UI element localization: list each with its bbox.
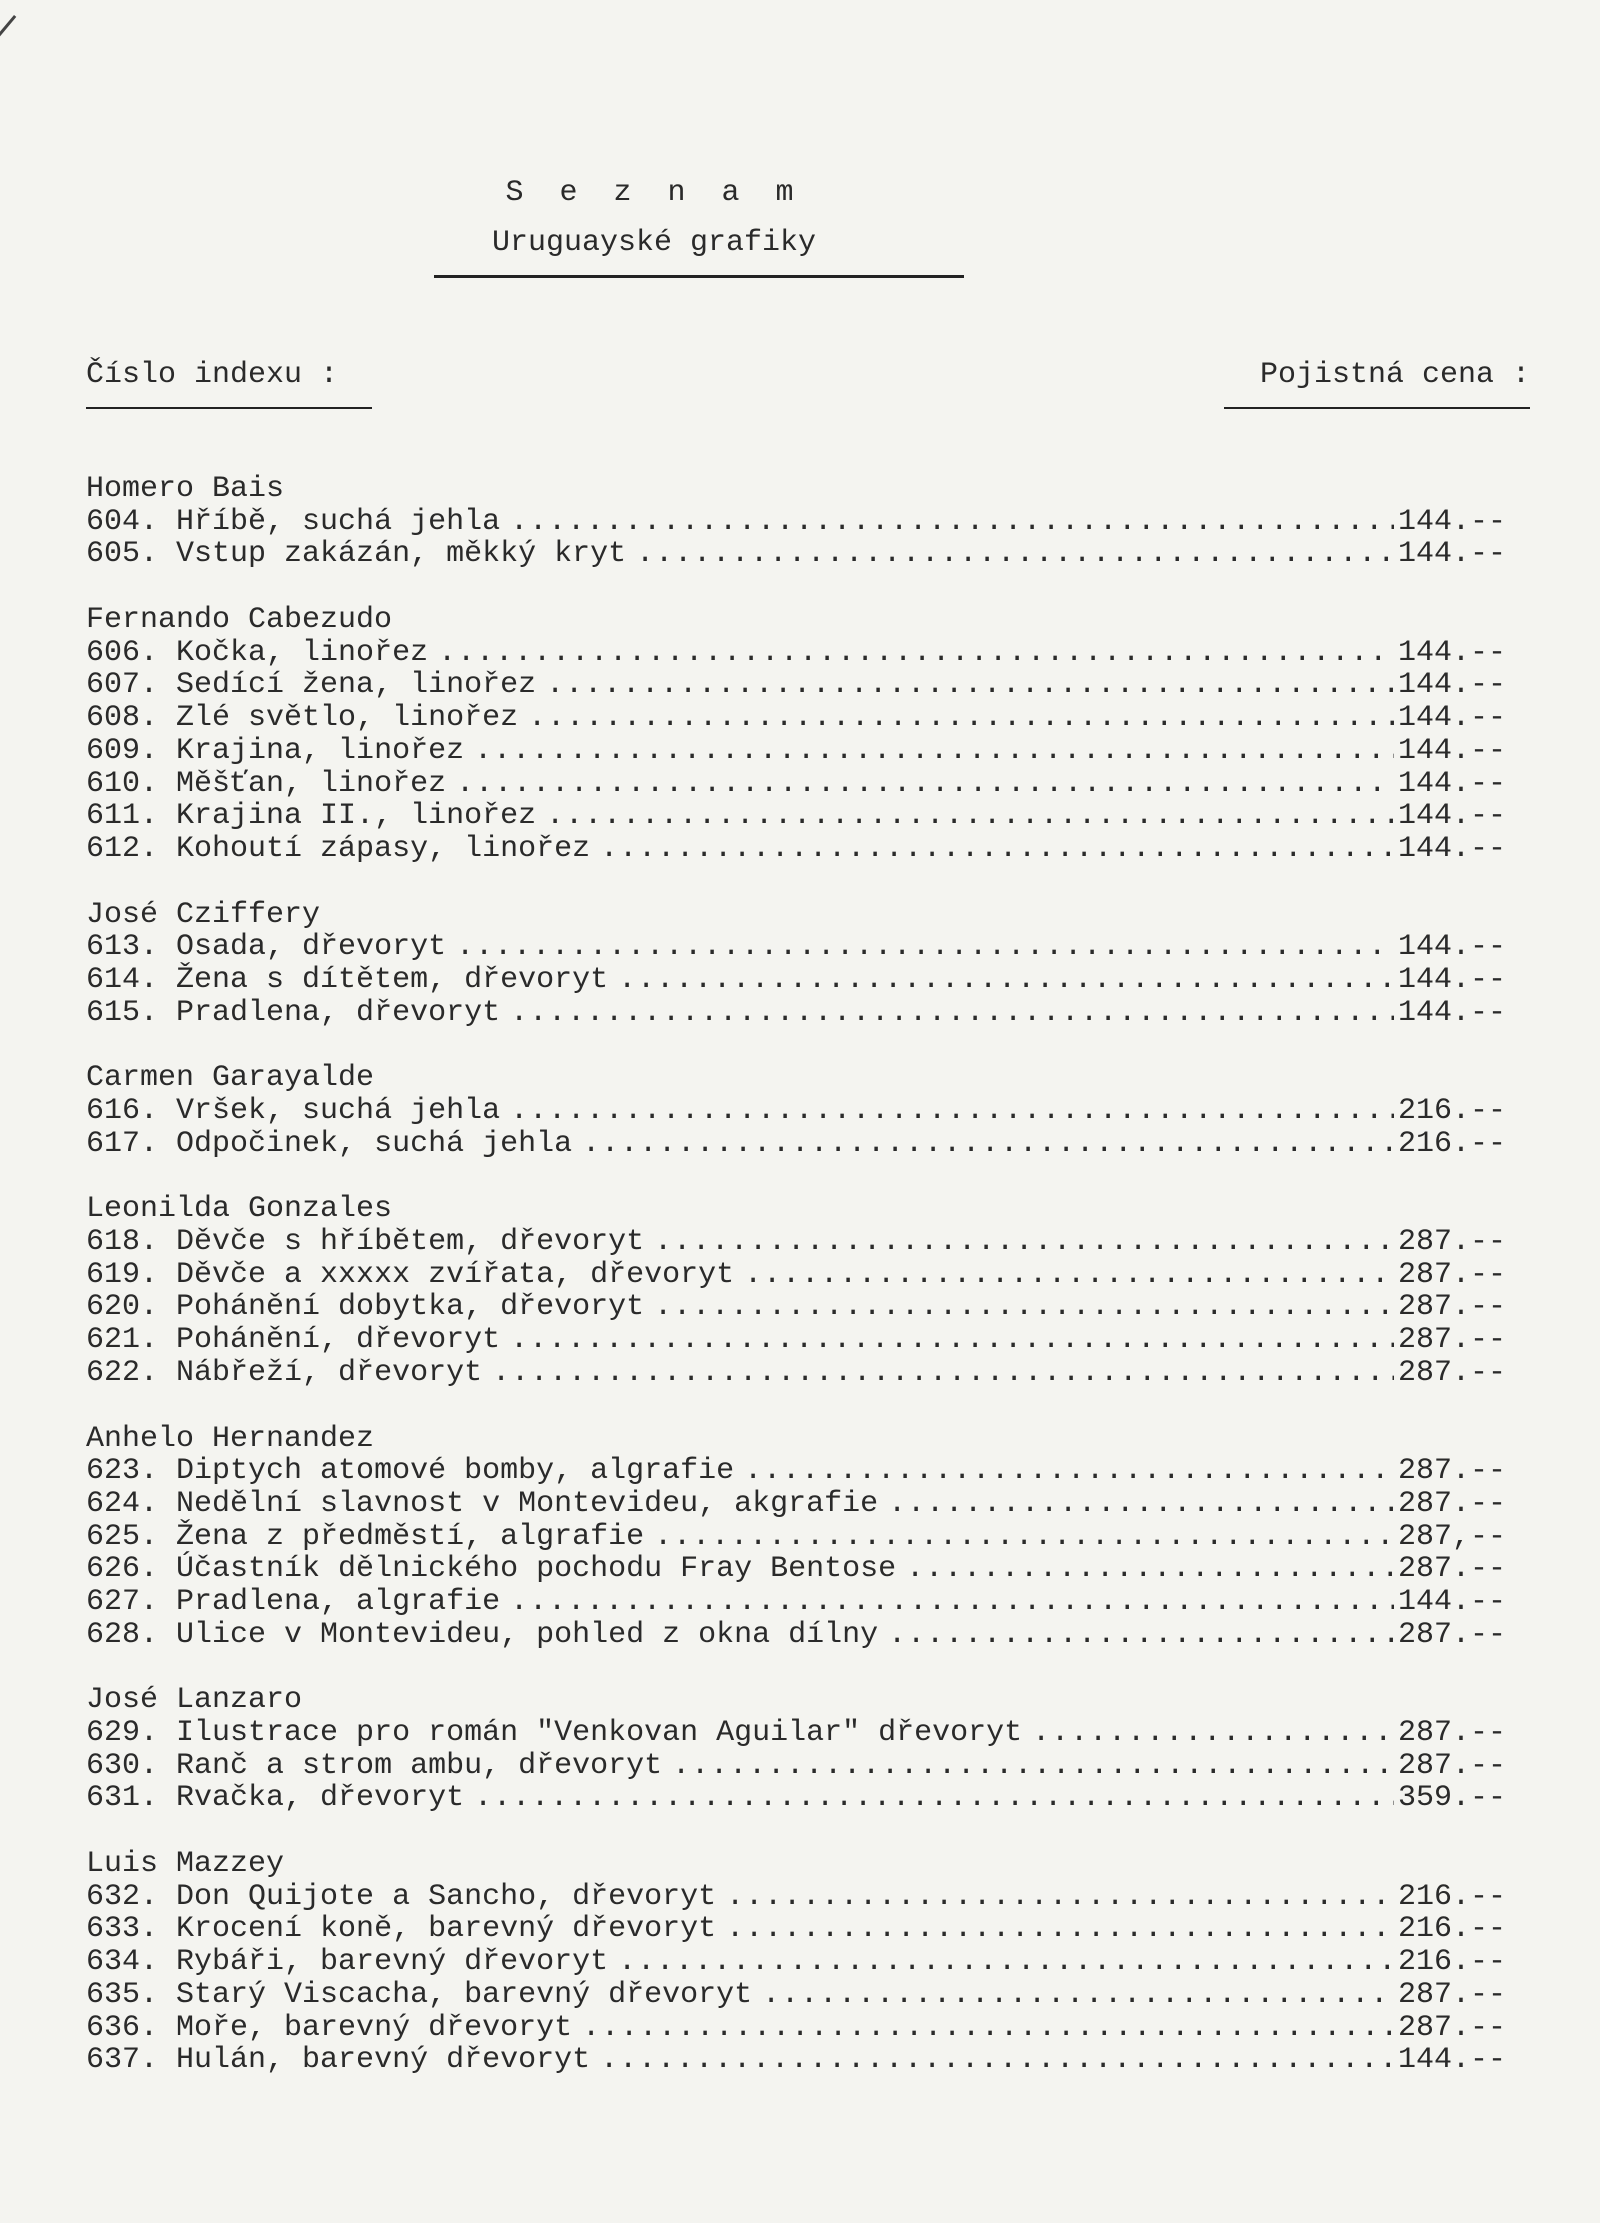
index-number: 626 xyxy=(86,1552,141,1587)
index-number: 630 xyxy=(86,1748,141,1783)
artwork-title: Ulice v Montevideu, pohled z okna dílny xyxy=(176,1617,879,1652)
index-number: 612 xyxy=(86,831,141,866)
insurance-price: 216.-- xyxy=(1397,1912,1506,1947)
index-number: 634 xyxy=(86,1945,141,1980)
index-separator: . xyxy=(140,995,177,1030)
index-number: 629 xyxy=(86,1716,141,1750)
insurance-price: 216.-- xyxy=(1397,1126,1506,1161)
index-separator: . xyxy=(140,930,177,965)
artwork-title: Ranč a strom ambu, dřevoryt xyxy=(176,1748,663,1783)
dot-leader xyxy=(456,768,1394,801)
catalog-entry xyxy=(86,1357,1506,1390)
index-number: 624 xyxy=(86,1486,141,1521)
index-separator: . xyxy=(140,766,177,801)
price-header-underline xyxy=(1224,407,1530,409)
artwork-title: Žena z předměstí, algrafie xyxy=(176,1519,645,1554)
artwork-title: Nedělní slavnost v Montevideu, akgrafie xyxy=(176,1486,879,1521)
dot-leader xyxy=(654,1521,1394,1554)
dot-leader xyxy=(528,702,1394,735)
insurance-price: 287.-- xyxy=(1397,1290,1506,1325)
dot-leader xyxy=(474,1782,1394,1815)
artist-name: José Lanzaro xyxy=(86,1683,303,1718)
catalog-entry xyxy=(86,931,1506,964)
artist-name: Carmen Garayalde xyxy=(86,1061,375,1096)
index-number: 637 xyxy=(86,2043,141,2078)
insurance-price: 144.-- xyxy=(1397,668,1506,703)
index-separator: . xyxy=(140,799,177,834)
artwork-title: Moře, barevný dřevoryt xyxy=(176,2010,573,2045)
dot-leader xyxy=(438,637,1394,670)
artwork-title: Kohoutí zápasy, linořez xyxy=(176,831,591,866)
artwork-title: Účastník dělnického pochodu Fray Bentose xyxy=(176,1552,897,1587)
artwork-title: Odpočinek, suchá jehla xyxy=(176,1126,573,1161)
artwork-title: Zlé světlo, linořez xyxy=(176,701,519,736)
catalog-entry xyxy=(86,1979,1506,2012)
insurance-price: 287.-- xyxy=(1397,1977,1506,2012)
index-number: 616 xyxy=(86,1094,141,1128)
index-number: 631 xyxy=(86,1781,141,1816)
index-separator: . xyxy=(140,668,177,703)
artwork-title: Krajina, linořez xyxy=(176,733,465,768)
catalog-list xyxy=(86,473,1506,2110)
catalog-entry xyxy=(86,964,1506,997)
artist-name: Luis Mazzey xyxy=(86,1847,285,1882)
title-underline xyxy=(434,275,964,278)
artwork-title: Měšťan, linořez xyxy=(176,766,447,801)
artist-name: José Cziffery xyxy=(86,897,321,932)
artist-name: Leonilda Gonzales xyxy=(86,1192,393,1227)
index-separator: . xyxy=(140,635,177,670)
catalog-entry xyxy=(86,1521,1506,1554)
index-separator: . xyxy=(140,1617,177,1652)
dot-leader xyxy=(726,1913,1394,1946)
insurance-price: 144.-- xyxy=(1397,962,1506,997)
catalog-entry xyxy=(86,2044,1506,2077)
index-separator: . xyxy=(140,1454,177,1489)
catalog-entry xyxy=(86,768,1506,801)
dot-leader xyxy=(510,1095,1394,1128)
artwork-title: Starý Viscacha, barevný dřevoryt xyxy=(176,1977,753,2012)
index-number: 633 xyxy=(86,1912,141,1947)
insurance-price: 287.-- xyxy=(1397,1323,1506,1358)
artwork-title: Pradlena, algrafie xyxy=(176,1584,501,1619)
index-separator: . xyxy=(140,1323,177,1358)
catalog-entry xyxy=(86,1259,1506,1292)
dot-leader xyxy=(546,800,1394,833)
index-number: 625 xyxy=(86,1519,141,1554)
page-title: S e z n a m xyxy=(505,176,803,210)
dot-leader xyxy=(744,1259,1394,1292)
index-number: 604 xyxy=(86,504,141,539)
index-separator: . xyxy=(140,1977,177,2012)
insurance-price: 287.-- xyxy=(1397,1716,1506,1750)
insurance-price: 144.-- xyxy=(1397,1584,1506,1619)
artist-group xyxy=(86,473,1506,571)
artwork-title: Hulán, barevný dřevoryt xyxy=(176,2043,591,2078)
catalog-entry xyxy=(86,669,1506,702)
catalog-entry xyxy=(86,1128,1506,1161)
dot-leader xyxy=(456,931,1394,964)
index-number: 615 xyxy=(86,995,141,1030)
artwork-title: Kočka, linořez xyxy=(176,635,429,670)
index-separator: . xyxy=(140,1519,177,1554)
dot-leader xyxy=(510,1586,1394,1619)
dot-leader xyxy=(546,669,1394,702)
artist-name: Fernando Cabezudo xyxy=(86,603,393,638)
pen-mark xyxy=(0,15,16,78)
insurance-price: 287.-- xyxy=(1397,1355,1506,1390)
dot-leader xyxy=(762,1979,1394,2012)
artwork-title: Pradlena, dřevoryt xyxy=(176,995,501,1030)
index-number: 605 xyxy=(86,537,141,572)
insurance-price: 287.-- xyxy=(1397,1748,1506,1783)
insurance-price: 287,-- xyxy=(1397,1519,1506,1554)
artwork-title: Děvče s hříbětem, dřevoryt xyxy=(176,1225,645,1260)
insurance-price: 144.-- xyxy=(1397,766,1506,801)
catalog-entry xyxy=(86,1619,1506,1652)
artwork-title: Pohánění, dřevoryt xyxy=(176,1323,501,1358)
index-number: 635 xyxy=(86,1977,141,2012)
dot-leader xyxy=(582,2012,1394,2045)
dot-leader xyxy=(672,1750,1394,1783)
index-separator: . xyxy=(140,504,177,539)
index-separator: . xyxy=(140,537,177,572)
index-number: 636 xyxy=(86,2010,141,2045)
catalog-entry xyxy=(86,833,1506,866)
index-separator: . xyxy=(140,1584,177,1619)
artist-group xyxy=(86,604,1506,866)
artist-name: Anhelo Hernandez xyxy=(86,1421,375,1456)
index-number: 622 xyxy=(86,1355,141,1390)
dot-leader xyxy=(654,1226,1394,1259)
dot-leader xyxy=(510,1324,1394,1357)
index-separator: . xyxy=(140,1126,177,1161)
index-number: 606 xyxy=(86,635,141,670)
insurance-price: 144.-- xyxy=(1397,733,1506,768)
dot-leader xyxy=(744,1455,1394,1488)
index-number: 619 xyxy=(86,1257,141,1292)
insurance-price: 216.-- xyxy=(1397,1945,1506,1980)
insurance-price: 287.-- xyxy=(1397,1454,1506,1489)
insurance-price: 287.-- xyxy=(1397,1552,1506,1587)
catalog-entry xyxy=(86,1717,1506,1750)
index-number: 621 xyxy=(86,1323,141,1358)
dot-leader xyxy=(510,997,1394,1030)
index-number: 620 xyxy=(86,1290,141,1325)
artist-group xyxy=(86,1062,1506,1160)
index-separator: . xyxy=(140,962,177,997)
index-number: 623 xyxy=(86,1454,141,1489)
dot-leader xyxy=(492,1357,1394,1390)
catalog-entry xyxy=(86,1782,1506,1815)
index-separator: . xyxy=(140,1781,177,1816)
catalog-entry xyxy=(86,1881,1506,1914)
insurance-price: 144.-- xyxy=(1397,799,1506,834)
insurance-price: 216.-- xyxy=(1397,1094,1506,1128)
artwork-title: Vršek, suchá jehla xyxy=(176,1094,501,1128)
index-separator: . xyxy=(140,701,177,736)
catalog-entry xyxy=(86,800,1506,833)
artwork-title: Hříbě, suchá jehla xyxy=(176,504,501,539)
index-separator: . xyxy=(140,1748,177,1783)
dot-leader xyxy=(618,964,1394,997)
artwork-title: Pohánění dobytka, dřevoryt xyxy=(176,1290,645,1325)
catalog-entry xyxy=(86,735,1506,768)
index-separator: . xyxy=(140,1355,177,1390)
index-separator: . xyxy=(140,1094,177,1128)
dot-leader xyxy=(474,735,1394,768)
insurance-price: 287.-- xyxy=(1397,1257,1506,1292)
artist-group xyxy=(86,899,1506,1030)
insurance-price: 287.-- xyxy=(1397,1617,1506,1652)
insurance-price: 144.-- xyxy=(1397,930,1506,965)
artist-group xyxy=(86,1848,1506,2077)
insurance-price: 359.-- xyxy=(1397,1781,1506,1816)
insurance-price: 287.-- xyxy=(1397,2010,1506,2045)
insurance-price: 144.-- xyxy=(1397,701,1506,736)
dot-leader xyxy=(618,1946,1394,1979)
artwork-title: Ilustrace pro román "Venkovan Aguilar" dřevoryt xyxy=(176,1716,1023,1750)
artist-group xyxy=(86,1684,1506,1815)
dot-leader xyxy=(888,1488,1394,1521)
dot-leader xyxy=(636,538,1394,571)
catalog-entry xyxy=(86,1455,1506,1488)
artist-group xyxy=(86,1423,1506,1652)
artwork-title: Vstup zakázán, měkký kryt xyxy=(176,537,627,572)
index-separator: . xyxy=(140,1945,177,1980)
artwork-title: Děvče a xxxxx zvířata, dřevoryt xyxy=(176,1257,735,1292)
artwork-title: Nábřeží, dřevoryt xyxy=(176,1355,483,1390)
dot-leader xyxy=(654,1291,1394,1324)
catalog-entry xyxy=(86,1553,1506,1586)
artwork-title: Diptych atomové bomby, algrafie xyxy=(176,1454,735,1489)
index-number: 608 xyxy=(86,701,141,736)
dot-leader xyxy=(726,1881,1394,1914)
catalog-entry xyxy=(86,1095,1506,1128)
index-separator: . xyxy=(140,831,177,866)
dot-leader xyxy=(600,2044,1394,2077)
index-number: 632 xyxy=(86,1879,141,1914)
page-subtitle: Uruguayské grafiky xyxy=(491,226,817,260)
index-number: 618 xyxy=(86,1225,141,1260)
index-separator: . xyxy=(140,733,177,768)
insurance-price: 144.-- xyxy=(1397,2043,1506,2078)
insurance-price: 216.-- xyxy=(1397,1879,1506,1914)
artwork-title: Rvačka, dřevoryt xyxy=(176,1781,465,1816)
index-separator: . xyxy=(140,1290,177,1325)
index-separator: . xyxy=(140,1225,177,1260)
artwork-title: Krajina II., linořez xyxy=(176,799,537,834)
dot-leader xyxy=(906,1553,1394,1586)
catalog-entry xyxy=(86,1913,1506,1946)
catalog-entry xyxy=(86,506,1506,539)
insurance-price: 287.-- xyxy=(1397,1225,1506,1260)
insurance-price: 287.-- xyxy=(1397,1486,1506,1521)
index-separator: . xyxy=(140,2010,177,2045)
index-separator: . xyxy=(140,1912,177,1947)
catalog-entry xyxy=(86,1946,1506,1979)
catalog-entry xyxy=(86,1324,1506,1357)
catalog-entry xyxy=(86,637,1506,670)
catalog-entry xyxy=(86,1488,1506,1521)
artwork-title: Sedící žena, linořez xyxy=(176,668,537,703)
artwork-title: Osada, dřevoryt xyxy=(176,930,447,965)
insurance-price: 144.-- xyxy=(1397,537,1506,572)
dot-leader xyxy=(510,506,1394,539)
column-header-index: Číslo indexu : xyxy=(86,358,339,392)
index-separator: . xyxy=(140,1716,177,1750)
catalog-entry xyxy=(86,2012,1506,2045)
column-header-price: Pojistná cena : xyxy=(1259,358,1530,392)
index-number: 609 xyxy=(86,733,141,768)
insurance-price: 144.-- xyxy=(1397,635,1506,670)
catalog-entry xyxy=(86,538,1506,571)
index-separator: . xyxy=(140,1257,177,1292)
index-number: 610 xyxy=(86,766,141,801)
catalog-entry xyxy=(86,1226,1506,1259)
artwork-title: Don Quijote a Sancho, dřevoryt xyxy=(176,1879,717,1914)
artwork-title: Žena s dítětem, dřevoryt xyxy=(176,962,609,997)
catalog-entry xyxy=(86,1291,1506,1324)
index-separator: . xyxy=(140,1552,177,1587)
dot-leader xyxy=(888,1619,1394,1652)
dot-leader xyxy=(600,833,1394,866)
index-separator: . xyxy=(140,1879,177,1914)
index-number: 613 xyxy=(86,930,141,965)
insurance-price: 144.-- xyxy=(1397,504,1506,539)
catalog-entry xyxy=(86,702,1506,735)
index-number: 607 xyxy=(86,668,141,703)
artist-name: Homero Bais xyxy=(86,472,285,506)
insurance-price: 144.-- xyxy=(1397,995,1506,1030)
dot-leader xyxy=(582,1128,1394,1161)
catalog-entry xyxy=(86,1750,1506,1783)
index-number: 627 xyxy=(86,1584,141,1619)
artist-group xyxy=(86,1193,1506,1389)
index-separator: . xyxy=(140,2043,177,2078)
artwork-title: Rybáři, barevný dřevoryt xyxy=(176,1945,609,1980)
index-number: 617 xyxy=(86,1126,141,1161)
artwork-title: Krocení koně, barevný dřevoryt xyxy=(176,1912,717,1947)
insurance-price: 144.-- xyxy=(1397,831,1506,866)
catalog-entry xyxy=(86,1586,1506,1619)
index-separator: . xyxy=(140,1486,177,1521)
index-number: 611 xyxy=(86,799,141,834)
catalog-entry xyxy=(86,997,1506,1030)
dot-leader xyxy=(1032,1717,1394,1750)
index-header-underline xyxy=(86,407,372,409)
index-number: 614 xyxy=(86,962,141,997)
index-number: 628 xyxy=(86,1617,141,1652)
